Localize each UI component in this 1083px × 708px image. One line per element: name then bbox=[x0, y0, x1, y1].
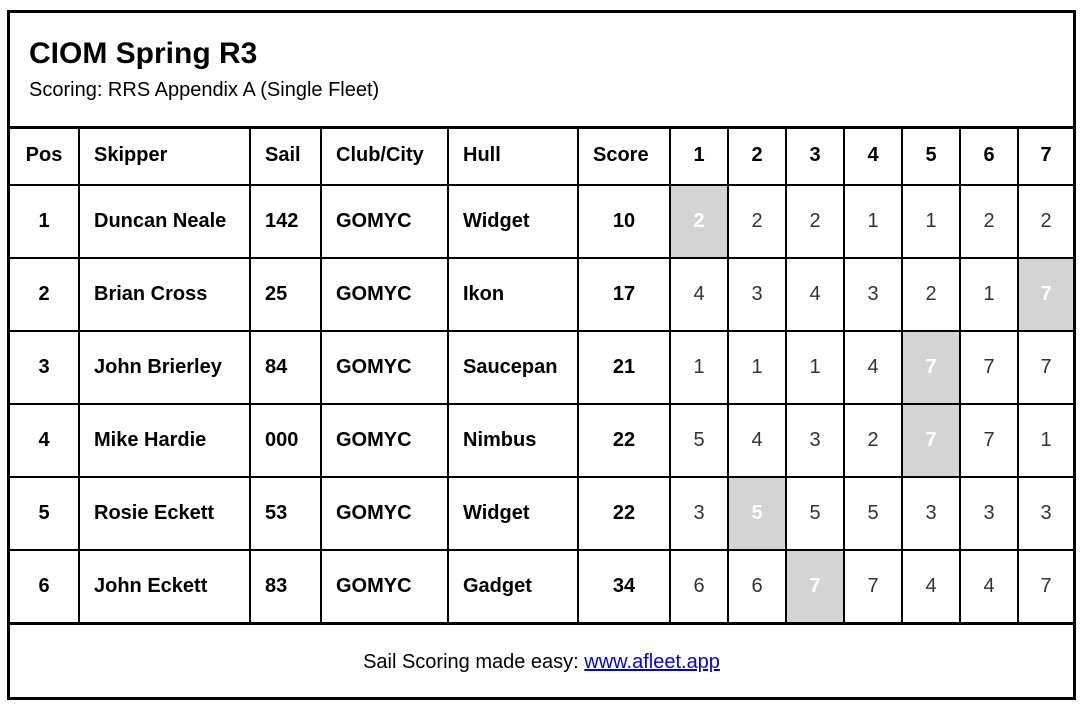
pos-cell: 6 bbox=[10, 550, 79, 624]
race-score-cell: 3 bbox=[670, 477, 728, 550]
race-score-cell: 2 bbox=[728, 185, 786, 258]
club-cell: GOMYC bbox=[321, 404, 448, 477]
col-header-club: Club/City bbox=[321, 126, 448, 185]
race-score-cell: 1 bbox=[960, 258, 1018, 331]
hull-cell: Nimbus bbox=[448, 404, 578, 477]
score-cell: 22 bbox=[578, 477, 670, 550]
score-cell: 17 bbox=[578, 258, 670, 331]
col-header-race-4: 4 bbox=[844, 126, 902, 185]
club-cell: GOMYC bbox=[321, 258, 448, 331]
race-score-cell: 1 bbox=[670, 331, 728, 404]
race-score-cell: 7 bbox=[1018, 331, 1073, 404]
col-header-race-3: 3 bbox=[786, 126, 844, 185]
race-score-cell: 4 bbox=[844, 331, 902, 404]
club-cell: GOMYC bbox=[321, 550, 448, 624]
skipper-cell: John Eckett bbox=[79, 550, 250, 624]
afleet-link[interactable]: www.afleet.app bbox=[584, 651, 720, 673]
results-header bbox=[10, 13, 1073, 129]
col-header-race-1: 1 bbox=[670, 126, 728, 185]
pos-cell: 5 bbox=[10, 477, 79, 550]
skipper-cell: Mike Hardie bbox=[79, 404, 250, 477]
race-score-cell: 3 bbox=[1018, 477, 1073, 550]
results-table bbox=[10, 126, 1073, 625]
race-score-cell: 5 bbox=[670, 404, 728, 477]
footer-text: Sail Scoring made easy: bbox=[363, 651, 585, 673]
race-score-cell: 4 bbox=[960, 550, 1018, 624]
score-cell: 34 bbox=[578, 550, 670, 624]
race-score-discarded: 5 bbox=[728, 477, 786, 550]
race-score-cell: 2 bbox=[1018, 185, 1073, 258]
race-score-cell: 2 bbox=[960, 185, 1018, 258]
sail-cell: 142 bbox=[250, 185, 321, 258]
hull-cell: Gadget bbox=[448, 550, 578, 624]
col-header-sail: Sail bbox=[250, 126, 321, 185]
race-score-cell: 4 bbox=[902, 550, 960, 624]
race-score-cell: 5 bbox=[844, 477, 902, 550]
race-score-cell: 3 bbox=[960, 477, 1018, 550]
col-header-hull: Hull bbox=[448, 126, 578, 185]
scoring-subtitle: Scoring: RRS Appendix A (Single Fleet) bbox=[29, 79, 380, 101]
skipper-cell: Rosie Eckett bbox=[79, 477, 250, 550]
score-cell: 21 bbox=[578, 331, 670, 404]
race-score-cell: 1 bbox=[786, 331, 844, 404]
sail-cell: 53 bbox=[250, 477, 321, 550]
race-score-cell: 4 bbox=[670, 258, 728, 331]
hull-cell: Widget bbox=[448, 477, 578, 550]
race-score-discarded: 7 bbox=[902, 331, 960, 404]
race-score-discarded: 7 bbox=[902, 404, 960, 477]
sail-cell: 84 bbox=[250, 331, 321, 404]
race-score-discarded: 2 bbox=[670, 185, 728, 258]
pos-cell: 1 bbox=[10, 185, 79, 258]
race-score-cell: 6 bbox=[728, 550, 786, 624]
race-score-cell: 3 bbox=[728, 258, 786, 331]
race-score-cell: 1 bbox=[902, 185, 960, 258]
race-score-cell: 7 bbox=[844, 550, 902, 624]
race-score-discarded: 7 bbox=[1018, 258, 1073, 331]
pos-cell: 4 bbox=[10, 404, 79, 477]
table-row bbox=[10, 185, 1073, 258]
race-score-cell: 1 bbox=[844, 185, 902, 258]
hull-cell: Saucepan bbox=[448, 331, 578, 404]
hull-cell: Widget bbox=[448, 185, 578, 258]
score-cell: 10 bbox=[578, 185, 670, 258]
race-score-cell: 5 bbox=[786, 477, 844, 550]
race-score-cell: 1 bbox=[1018, 404, 1073, 477]
club-cell: GOMYC bbox=[321, 477, 448, 550]
table-header-row bbox=[10, 126, 1073, 185]
table-row bbox=[10, 404, 1073, 477]
table-row bbox=[10, 477, 1073, 550]
col-header-score: Score bbox=[578, 126, 670, 185]
race-score-cell: 7 bbox=[960, 331, 1018, 404]
race-score-cell: 7 bbox=[960, 404, 1018, 477]
table-row bbox=[10, 331, 1073, 404]
club-cell: GOMYC bbox=[321, 185, 448, 258]
skipper-cell: Brian Cross bbox=[79, 258, 250, 331]
race-score-cell: 2 bbox=[786, 185, 844, 258]
col-header-race-5: 5 bbox=[902, 126, 960, 185]
skipper-cell: Duncan Neale bbox=[79, 185, 250, 258]
race-score-cell: 2 bbox=[902, 258, 960, 331]
race-score-cell: 4 bbox=[786, 258, 844, 331]
race-score-cell: 7 bbox=[1018, 550, 1073, 624]
club-cell: GOMYC bbox=[321, 331, 448, 404]
col-header-pos: Pos bbox=[10, 126, 79, 185]
sail-cell: 000 bbox=[250, 404, 321, 477]
results-sheet bbox=[7, 10, 1076, 700]
table-row bbox=[10, 258, 1073, 331]
score-cell: 22 bbox=[578, 404, 670, 477]
col-header-race-6: 6 bbox=[960, 126, 1018, 185]
race-score-cell: 2 bbox=[844, 404, 902, 477]
col-header-race-2: 2 bbox=[728, 126, 786, 185]
pos-cell: 2 bbox=[10, 258, 79, 331]
race-score-cell: 3 bbox=[786, 404, 844, 477]
page-title: CIOM Spring R3 bbox=[29, 37, 258, 70]
col-header-skipper: Skipper bbox=[79, 126, 250, 185]
skipper-cell: John Brierley bbox=[79, 331, 250, 404]
race-score-cell: 4 bbox=[728, 404, 786, 477]
footer bbox=[10, 627, 1073, 697]
sail-cell: 25 bbox=[250, 258, 321, 331]
col-header-race-7: 7 bbox=[1018, 126, 1073, 185]
race-score-cell: 3 bbox=[844, 258, 902, 331]
race-score-discarded: 7 bbox=[786, 550, 844, 624]
hull-cell: Ikon bbox=[448, 258, 578, 331]
race-score-cell: 1 bbox=[728, 331, 786, 404]
race-score-cell: 3 bbox=[902, 477, 960, 550]
race-score-cell: 6 bbox=[670, 550, 728, 624]
sail-cell: 83 bbox=[250, 550, 321, 624]
table-row bbox=[10, 550, 1073, 624]
pos-cell: 3 bbox=[10, 331, 79, 404]
